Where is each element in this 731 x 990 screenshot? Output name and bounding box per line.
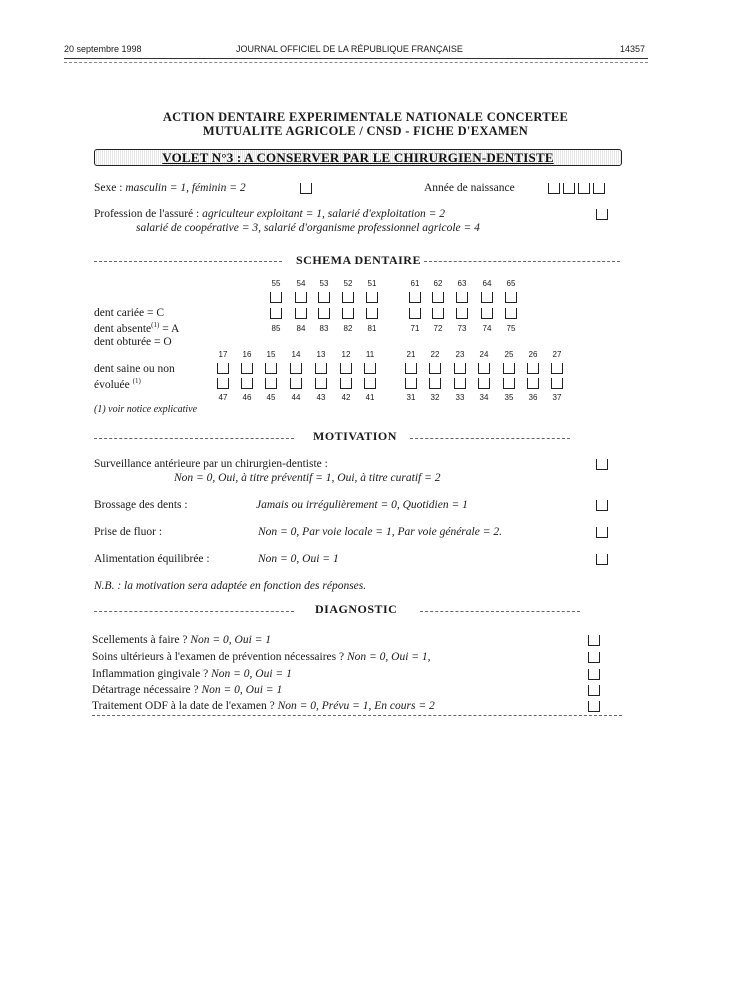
header-date: 20 septembre 1998 [64, 44, 142, 54]
legend-absente-prefix: dent absente [94, 322, 152, 335]
tooth-box-12[interactable] [340, 363, 352, 374]
tooth-number-75: 75 [506, 324, 516, 333]
schema-rule-left [94, 261, 282, 262]
tooth-number-11: 11 [365, 350, 375, 359]
tooth-number-82: 82 [343, 324, 353, 333]
diag-scellements-label: Scellements à faire ? [92, 634, 188, 646]
tooth-box-73[interactable] [456, 308, 468, 319]
tooth-number-74: 74 [482, 324, 492, 333]
diagnostic-rule-left [94, 611, 294, 612]
alimentation-box[interactable] [596, 554, 608, 565]
brossage-box[interactable] [596, 500, 608, 511]
tooth-box-71[interactable] [409, 308, 421, 319]
diag-soins-box[interactable] [588, 652, 600, 663]
tooth-number-25: 25 [504, 350, 514, 359]
tooth-number-26: 26 [528, 350, 538, 359]
tooth-number-24: 24 [479, 350, 489, 359]
tooth-number-51: 51 [367, 279, 377, 288]
diag-detartrage-box[interactable] [588, 685, 600, 696]
fluor-options: Non = 0, Par voie locale = 1, Par voie générale = 2. [258, 526, 502, 538]
tooth-box-16[interactable] [241, 363, 253, 374]
legend-obturee: dent obturée = O [94, 336, 172, 348]
form-title-line-2: MUTUALITE AGRICOLE / CNSD - FICHE D'EXAMEN [202, 124, 529, 138]
tooth-number-41: 41 [365, 393, 375, 402]
tooth-number-71: 71 [410, 324, 420, 333]
tooth-box-34[interactable] [478, 378, 490, 389]
diag-row-detartrage [92, 684, 282, 696]
tooth-number-32: 32 [430, 393, 440, 402]
tooth-box-14[interactable] [290, 363, 302, 374]
surveillance-options: Non = 0, Oui, à titre préventif = 1, Oui, à titre curatif = 2 [174, 472, 441, 484]
diag-row-odf [92, 700, 435, 712]
diag-odf-label: Traitement ODF à la date de l'examen ? [92, 700, 275, 712]
naissance-box-2[interactable] [563, 183, 575, 194]
diag-row-scellements [92, 634, 271, 646]
sexe-box[interactable] [300, 183, 312, 194]
tooth-box-54[interactable] [295, 292, 307, 303]
tooth-number-27: 27 [552, 350, 562, 359]
tooth-box-64[interactable] [481, 292, 493, 303]
tooth-number-33: 33 [455, 393, 465, 402]
tooth-box-51[interactable] [366, 292, 378, 303]
volet-banner-text: VOLET N°3 : A CONSERVER PAR LE CHIRURGIEN-DENTISTE [162, 150, 554, 165]
saine-label-1: dent saine ou non [94, 363, 175, 375]
tooth-box-37[interactable] [551, 378, 563, 389]
profession-options-1: agriculteur exploitant = 1, salarié d'exploitation = 2 [202, 208, 445, 220]
naissance-box-3[interactable] [578, 183, 590, 194]
tooth-box-52[interactable] [342, 292, 354, 303]
tooth-box-32[interactable] [429, 378, 441, 389]
schema-dentaire-title: SCHEMA DENTAIRE [296, 253, 421, 267]
legend-absente-note: (1) [151, 321, 160, 329]
tooth-number-23: 23 [455, 350, 465, 359]
tooth-number-62: 62 [433, 279, 443, 288]
tooth-box-21[interactable] [405, 363, 417, 374]
tooth-number-53: 53 [319, 279, 329, 288]
alimentation-label: Alimentation équilibrée : [94, 553, 210, 565]
surveillance-label: Surveillance antérieure par un chirurgien-dentiste : [94, 458, 328, 470]
tooth-box-27[interactable] [551, 363, 563, 374]
tooth-number-55: 55 [271, 279, 281, 288]
tooth-number-73: 73 [457, 324, 467, 333]
schema-rule-right [424, 261, 620, 262]
tooth-box-23[interactable] [454, 363, 466, 374]
tooth-box-44[interactable] [290, 378, 302, 389]
tooth-number-37: 37 [552, 393, 562, 402]
saine-note: (1) [132, 377, 141, 385]
tooth-box-63[interactable] [456, 292, 468, 303]
tooth-box-42[interactable] [340, 378, 352, 389]
tooth-number-46: 46 [242, 393, 252, 402]
tooth-number-14: 14 [291, 350, 301, 359]
brossage-label: Brossage des dents : [94, 499, 188, 511]
tooth-box-74[interactable] [481, 308, 493, 319]
header-page-number: 14357 [620, 44, 646, 54]
tooth-number-16: 16 [242, 350, 252, 359]
tooth-number-65: 65 [506, 279, 516, 288]
tooth-box-25[interactable] [503, 363, 515, 374]
tooth-box-53[interactable] [318, 292, 330, 303]
sexe-options: masculin = 1, féminin = 2 [125, 182, 246, 194]
form-title-line-1: ACTION DENTAIRE EXPERIMENTALE NATIONALE CONCERTEE [162, 110, 569, 124]
volet-banner [94, 149, 622, 166]
tooth-number-63: 63 [457, 279, 467, 288]
tooth-box-46[interactable] [241, 378, 253, 389]
tooth-number-15: 15 [266, 350, 276, 359]
diag-row-soins [92, 651, 431, 663]
surveillance-box[interactable] [596, 459, 608, 470]
tooth-box-36[interactable] [527, 378, 539, 389]
tooth-box-65[interactable] [505, 292, 517, 303]
sexe-label: Sexe : [94, 182, 123, 194]
naissance-label: Année de naissance [424, 182, 515, 194]
diagnostic-rule-right [420, 611, 580, 612]
tooth-box-22[interactable] [429, 363, 441, 374]
naissance-box-4[interactable] [593, 183, 605, 194]
naissance-box-1[interactable] [548, 183, 560, 194]
tooth-box-62[interactable] [432, 292, 444, 303]
tooth-number-83: 83 [319, 324, 329, 333]
tooth-number-34: 34 [479, 393, 489, 402]
diag-scellements-options: Non = 0, Oui = 1 [190, 634, 272, 646]
diag-odf-options: Non = 0, Prévu = 1, En cours = 2 [277, 700, 435, 712]
tooth-number-45: 45 [266, 393, 276, 402]
tooth-number-42: 42 [341, 393, 351, 402]
profession-options-2: salarié de coopérative = 3, salarié d'organisme professionnel agricole = 4 [136, 222, 480, 234]
legend-absente [94, 321, 179, 335]
tooth-number-61: 61 [410, 279, 420, 288]
tooth-box-33[interactable] [454, 378, 466, 389]
diag-odf-box[interactable] [588, 701, 600, 712]
tooth-number-35: 35 [504, 393, 514, 402]
tooth-box-24[interactable] [478, 363, 490, 374]
motivation-nb: N.B. : la motivation sera adaptée en fonction des réponses. [94, 580, 367, 592]
tooth-box-81[interactable] [366, 308, 378, 319]
diag-inflammation-box[interactable] [588, 669, 600, 680]
tooth-box-15[interactable] [265, 363, 277, 374]
tooth-box-85[interactable] [270, 308, 282, 319]
diag-inflammation-label: Inflammation gingivale ? [92, 668, 209, 680]
motivation-title: MOTIVATION [313, 429, 397, 443]
diag-detartrage-options: Non = 0, Oui = 1 [201, 684, 283, 696]
header-rule [64, 58, 648, 59]
brossage-options: Jamais ou irrégulièrement = 0, Quotidien = 1 [256, 499, 468, 511]
legend-cariee: dent cariée = C [94, 307, 165, 319]
tooth-box-45[interactable] [265, 378, 277, 389]
tooth-number-64: 64 [482, 279, 492, 288]
tooth-number-31: 31 [406, 393, 416, 402]
diag-soins-label: Soins ultérieurs à l'examen de prévention nécessaires ? [92, 651, 345, 663]
profession-box[interactable] [596, 209, 608, 220]
tooth-number-12: 12 [341, 350, 351, 359]
tooth-box-26[interactable] [527, 363, 539, 374]
tooth-box-47[interactable] [217, 378, 229, 389]
tooth-box-17[interactable] [217, 363, 229, 374]
tooth-box-31[interactable] [405, 378, 417, 389]
tooth-box-61[interactable] [409, 292, 421, 303]
notice-note: (1) voir notice explicative [94, 404, 198, 415]
tooth-number-54: 54 [296, 279, 306, 288]
tooth-number-43: 43 [316, 393, 326, 402]
header-journal: JOURNAL OFFICIEL DE LA RÉPUBLIQUE FRANÇAISE [236, 44, 463, 54]
tooth-number-44: 44 [291, 393, 301, 402]
tooth-number-47: 47 [218, 393, 228, 402]
profession-label: Profession de l'assuré : [94, 208, 200, 220]
tooth-number-84: 84 [296, 324, 306, 333]
motivation-rule-left [94, 438, 294, 439]
tooth-number-72: 72 [433, 324, 443, 333]
tooth-box-82[interactable] [342, 308, 354, 319]
tooth-number-81: 81 [367, 324, 377, 333]
fluor-label: Prise de fluor : [94, 526, 163, 538]
tooth-box-11[interactable] [364, 363, 376, 374]
diag-detartrage-label: Détartrage nécessaire ? [92, 684, 199, 696]
legend-absente-suffix: = A [159, 322, 180, 335]
tooth-number-21: 21 [406, 350, 416, 359]
tooth-box-72[interactable] [432, 308, 444, 319]
tooth-number-13: 13 [316, 350, 326, 359]
header-rule-secondary [64, 62, 648, 63]
tooth-box-83[interactable] [318, 308, 330, 319]
tooth-number-22: 22 [430, 350, 440, 359]
tooth-number-52: 52 [343, 279, 353, 288]
tooth-box-41[interactable] [364, 378, 376, 389]
tooth-box-13[interactable] [315, 363, 327, 374]
diagnostic-title: DIAGNOSTIC [315, 602, 398, 616]
fluor-box[interactable] [596, 527, 608, 538]
diag-scellements-box[interactable] [588, 635, 600, 646]
tooth-number-36: 36 [528, 393, 538, 402]
tooth-number-17: 17 [218, 350, 228, 359]
sexe-question [94, 182, 246, 194]
tooth-box-35[interactable] [503, 378, 515, 389]
tooth-box-84[interactable] [295, 308, 307, 319]
saine-label-2 [94, 377, 141, 391]
tooth-box-55[interactable] [270, 292, 282, 303]
saine-label-2-text: évoluée [94, 378, 130, 391]
tooth-box-43[interactable] [315, 378, 327, 389]
diagnostic-bottom-rule [92, 715, 622, 716]
motivation-rule-right [410, 438, 570, 439]
alimentation-options: Non = 0, Oui = 1 [258, 553, 339, 565]
tooth-box-75[interactable] [505, 308, 517, 319]
diag-soins-options: Non = 0, Oui = 1, [346, 651, 431, 663]
tooth-number-85: 85 [271, 324, 281, 333]
diag-row-inflammation [92, 668, 292, 680]
profession-question [94, 208, 445, 220]
diag-inflammation-options: Non = 0, Oui = 1 [211, 668, 292, 680]
